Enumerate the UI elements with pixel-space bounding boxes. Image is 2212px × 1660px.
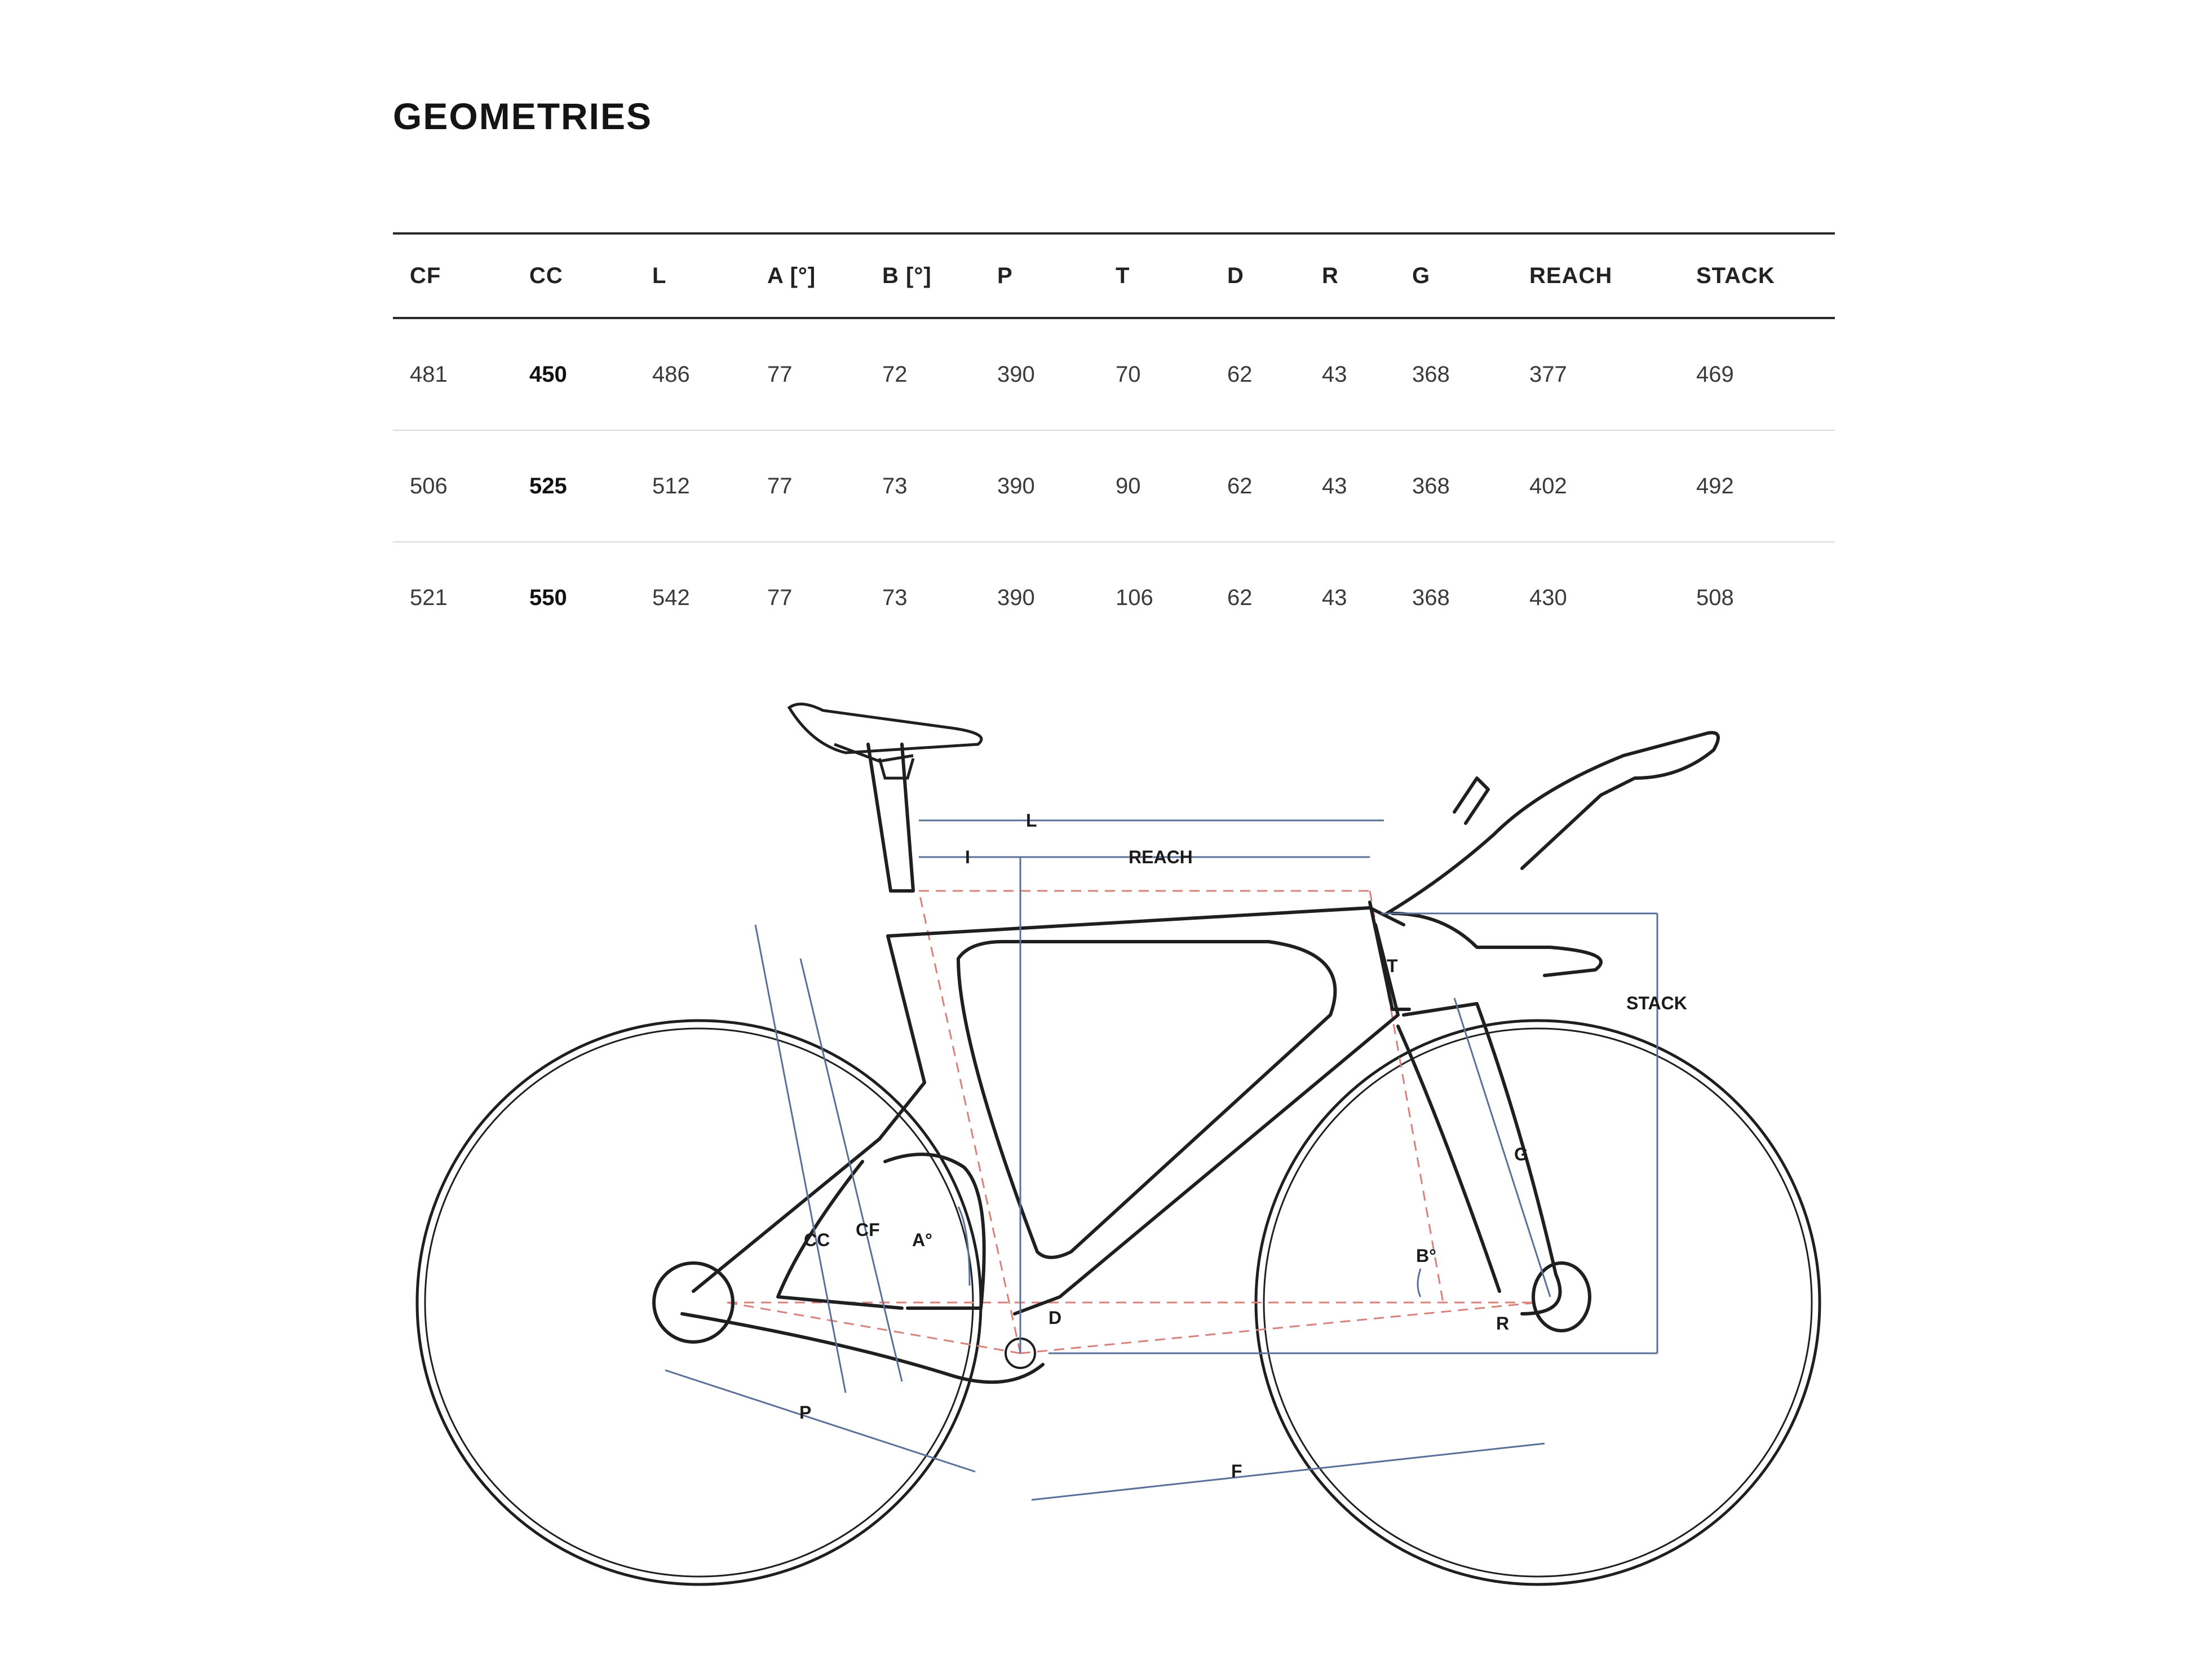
- table-cell: 62: [1227, 361, 1253, 387]
- label-a-angle: A°: [912, 1230, 932, 1250]
- table-cell: 469: [1696, 361, 1734, 387]
- label-i: I: [965, 847, 970, 867]
- table-cell: 508: [1696, 585, 1734, 610]
- table-cell: 402: [1529, 473, 1567, 498]
- reference-lines: [727, 891, 1538, 1353]
- label-l: L: [1026, 810, 1037, 831]
- table-cell: 368: [1412, 473, 1450, 498]
- header-cell: CF: [410, 263, 441, 288]
- label-b-angle: B°: [1416, 1246, 1436, 1266]
- table-cell-size: 550: [529, 585, 567, 610]
- table-cell: 43: [1322, 473, 1347, 498]
- header-cell: R: [1322, 263, 1339, 288]
- header-cell: REACH: [1529, 263, 1613, 288]
- label-p: P: [799, 1402, 812, 1423]
- table-cell: 506: [410, 473, 448, 498]
- table-cell: 70: [1116, 361, 1141, 387]
- table-cell: 377: [1529, 361, 1567, 387]
- header-cell: CC: [529, 263, 563, 288]
- table-cell: 486: [652, 361, 690, 387]
- table-cell: 106: [1116, 585, 1153, 610]
- header-cell: STACK: [1696, 263, 1775, 288]
- table-cell: 62: [1227, 473, 1253, 498]
- table-cell: 368: [1412, 585, 1450, 610]
- table-cell: 390: [997, 361, 1035, 387]
- label-g: G: [1514, 1144, 1528, 1164]
- dimension-lines: [665, 820, 1657, 1500]
- table-cell: 542: [652, 585, 690, 610]
- table-cell: 43: [1322, 361, 1347, 387]
- table-cell: 72: [882, 361, 908, 387]
- table-cell: 43: [1322, 585, 1347, 610]
- table-cell: 77: [767, 585, 793, 610]
- table-cell-size: 525: [529, 473, 567, 498]
- table-cell: 73: [882, 585, 908, 610]
- bike-frame: [654, 732, 1718, 1382]
- table-cell: 492: [1696, 473, 1734, 498]
- table-cell: 368: [1412, 361, 1450, 387]
- header-cell: D: [1227, 263, 1244, 288]
- header-cell: G: [1412, 263, 1431, 288]
- table-cell: 430: [1529, 585, 1567, 610]
- label-cf: CF: [856, 1220, 880, 1240]
- label-d: D: [1049, 1308, 1062, 1328]
- table-cell: 62: [1227, 585, 1253, 610]
- table-cell: 73: [882, 473, 908, 498]
- header-cell: B [°]: [882, 263, 932, 288]
- saddle: [789, 704, 981, 778]
- table-cell: 77: [767, 473, 793, 498]
- label-t: T: [1387, 956, 1398, 976]
- label-stack: STACK: [1626, 993, 1687, 1013]
- table-cell: 390: [997, 585, 1035, 610]
- label-f: F: [1231, 1461, 1242, 1481]
- table-cell-size: 450: [529, 361, 567, 387]
- header-cell: T: [1116, 263, 1130, 288]
- table-cell: 77: [767, 361, 793, 387]
- label-reach: REACH: [1129, 847, 1193, 867]
- page-title: GEOMETRIES: [393, 95, 653, 137]
- header-cell: P: [997, 263, 1013, 288]
- header-cell: L: [652, 263, 667, 288]
- table-cell: 390: [997, 473, 1035, 498]
- table-cell: 521: [410, 585, 448, 610]
- table-cell: 512: [652, 473, 690, 498]
- label-r: R: [1496, 1313, 1510, 1334]
- table-cell: 90: [1116, 473, 1141, 498]
- label-cc: CC: [804, 1230, 830, 1250]
- table-cell: 481: [410, 361, 448, 387]
- header-cell: A [°]: [767, 263, 816, 288]
